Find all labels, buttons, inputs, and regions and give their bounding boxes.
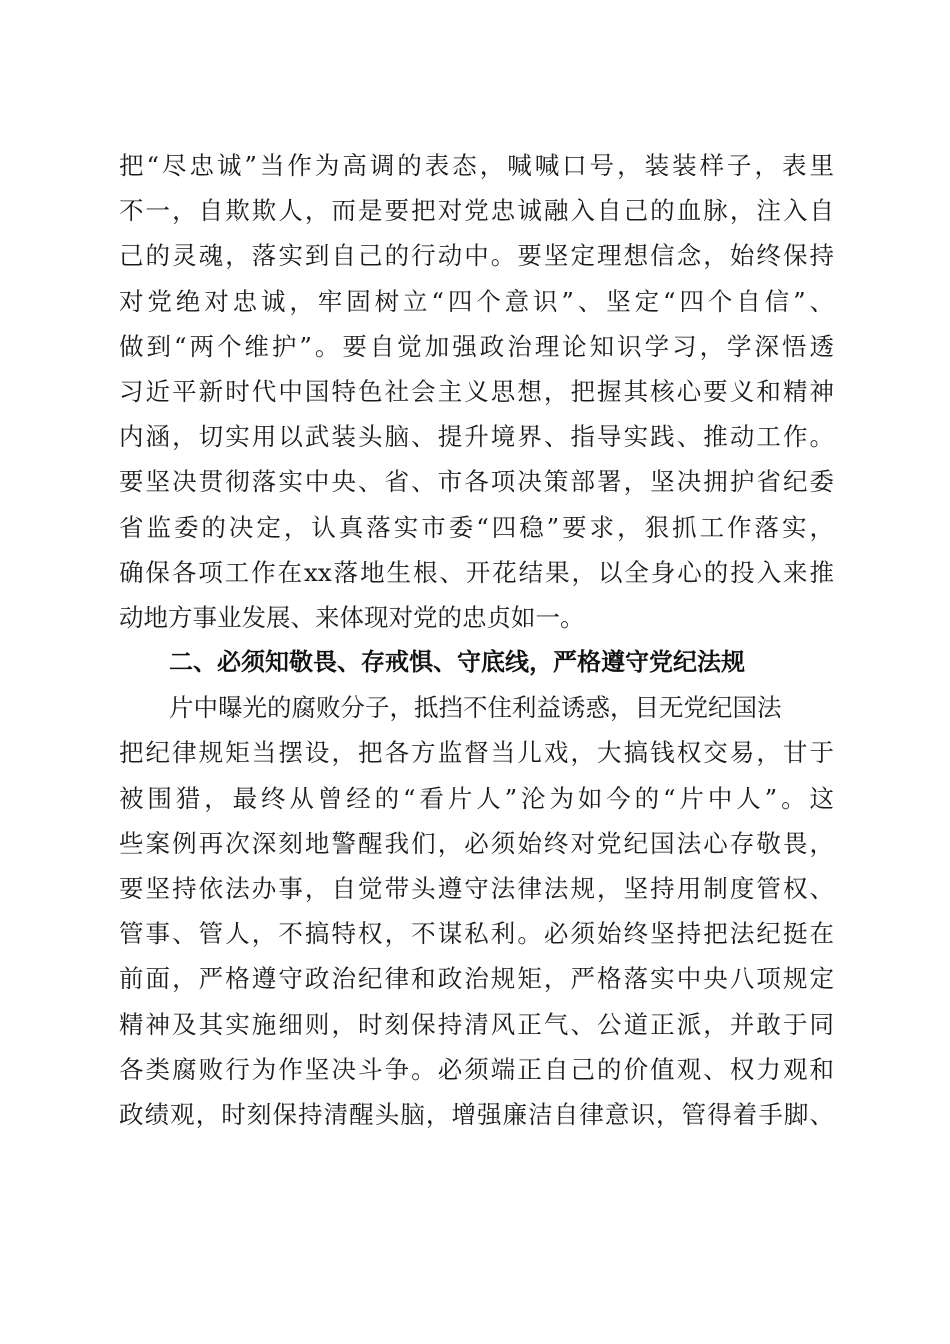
text-line: 把纪律规矩当摆设，把各方监督当儿戏，大搞钱权交易，甘于 (119, 738, 834, 768)
text-line: 动地方事业发展、来体现对党的忠贞如一。 (119, 602, 585, 632)
paragraph-1 (119, 143, 834, 640)
text-line: 管事、管人，不搞特权，不谋私利。必须始终坚持把法纪挺在 (119, 919, 834, 949)
text-line: 片中曝光的腐败分子，抵挡不住利益诱惑，目无党纪国法 (169, 693, 782, 723)
text-line: 习近平新时代中国特色社会主义思想，把握其核心要义和精神 (119, 376, 834, 406)
text-line: 确保各项工作在xx落地生根、开花结果，以全身心的投入来推 (119, 557, 834, 587)
text-line: 做到“两个维护”。要自觉加强政治理论知识学习，学深悟透 (119, 331, 834, 361)
text-line: 不一，自欺欺人，而是要把对党忠诚融入自己的血脉，注入自 (119, 196, 834, 226)
text-line: 被围猎，最终从曾经的“看片人”沦为如今的“片中人”。这 (119, 783, 834, 813)
text-line: 省监委的决定，认真落实市委“四稳”要求，狠抓工作落实， (119, 512, 834, 542)
text-line: 内涵，切实用以武装头脑、提升境界、指导实践、推动工作。 (119, 422, 834, 452)
paragraph-2 (119, 685, 834, 1137)
text-line: 己的灵魂，落实到自己的行动中。要坚定理想信念，始终保持 (119, 241, 834, 271)
text-line: 要坚决贯彻落实中央、省、市各项决策部署，坚决拥护省纪委 (119, 467, 834, 497)
text-line: 各类腐败行为作坚决斗争。必须端正自己的价值观、权力观和 (119, 1054, 834, 1084)
text-line: 前面，严格遵守政治纪律和政治规矩，严格落实中央八项规定 (119, 964, 834, 994)
section-heading: 二、必须知敬畏、存戒惧、守底线，严格遵守党纪法规 (169, 648, 745, 677)
text-line: 些案例再次深刻地警醒我们，必须始终对党纪国法心存敬畏， (119, 828, 834, 858)
text-line: 要坚持依法办事，自觉带头遵守法律法规，坚持用制度管权、 (119, 874, 834, 903)
text-line: 精神及其实施细则，时刻保持清风正气、公道正派，并敢于同 (119, 1009, 834, 1039)
document-body (119, 143, 834, 1137)
text-line: 把“尽忠诚”当作为高调的表态，喊喊口号，装装样子，表里 (119, 151, 834, 180)
text-line: 对党绝对忠诚，牢固树立“四个意识”、坚定“四个自信”、 (119, 286, 834, 316)
text-line: 政绩观，时刻保持清醒头脑，增强廉洁自律意识，管得着手脚、 (119, 1099, 834, 1129)
